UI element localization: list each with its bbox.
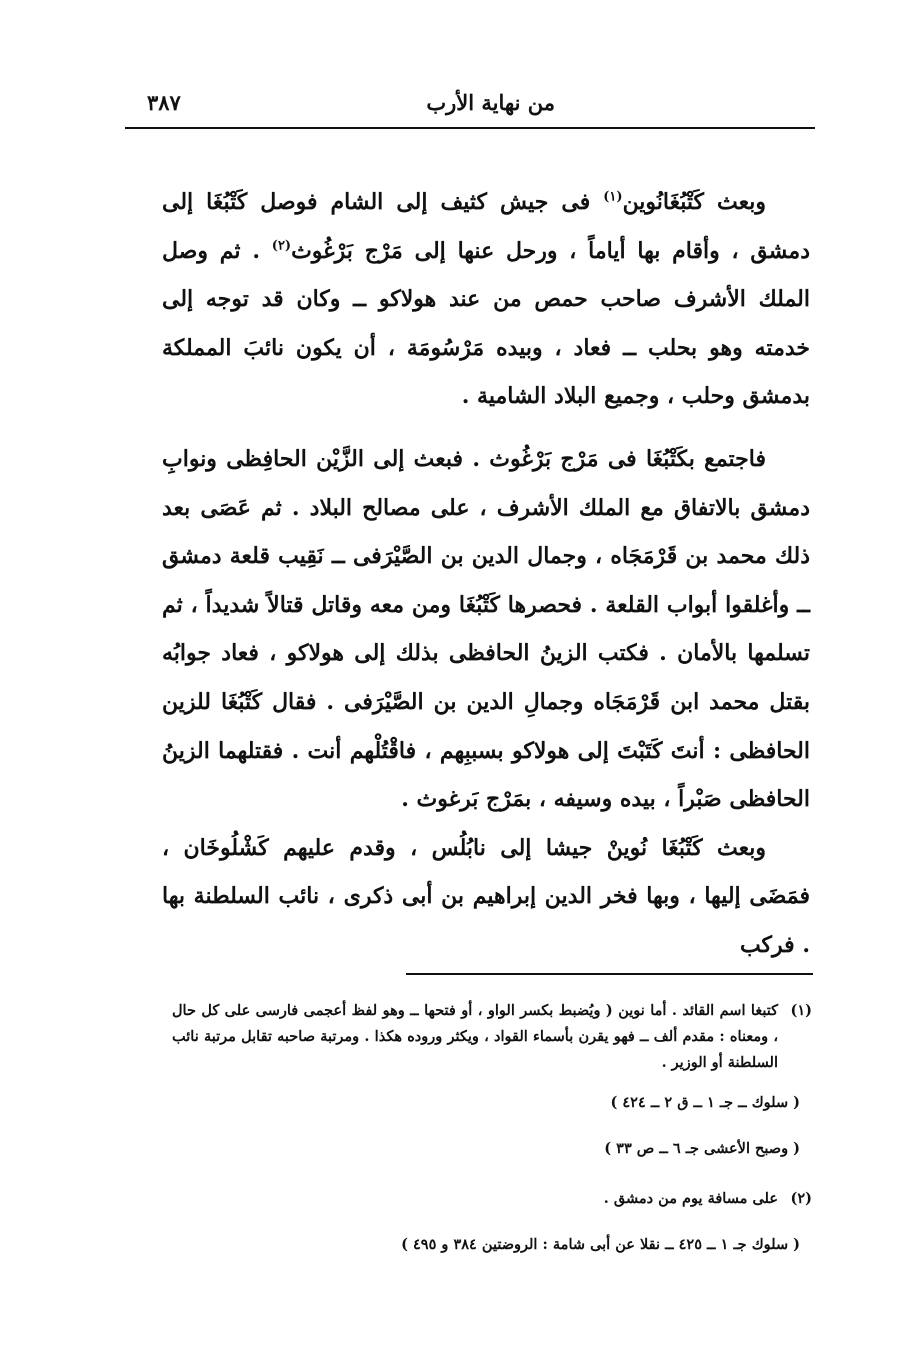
footnote-ref-1: (١) xyxy=(603,189,623,205)
header-rule xyxy=(125,127,815,129)
footnote-1 xyxy=(172,998,812,1076)
paragraph-1-rest: . ثم وصل الملك الأشرف صاحب حمص من عند هولاكو ــ وكان قد توجه إلى خدمته وهو بحلب ــ فعاد ، وبيده مَرْسُومَة ، أن يكون نائبَ المملكة بدمشق وحلب ، وجميع البلاد الشامية . xyxy=(162,237,810,410)
paragraph-1 xyxy=(162,178,810,421)
running-header xyxy=(125,82,813,122)
paragraph-1-lead: وبعث كَتْبُغَانُوين xyxy=(622,189,766,215)
footnotes xyxy=(172,998,812,1258)
main-text xyxy=(162,178,810,970)
footnote-1-source-2: ( وصبح الأعشى جـ ٦ ــ ص ٣٣ ) xyxy=(604,1140,800,1157)
paragraph-1-middle: فى جيش كثيف إلى الشام فوصل كَتْبُغَا إلى دمشق ، وأقام بها أياماً ، ورحل عنها إلى مَرْج بَرْغُوث xyxy=(162,189,810,264)
footnote-2-text: على مسافة يوم من دمشق . xyxy=(603,1190,778,1207)
paragraph-2: فاجتمع بكَتْبُغَا فى مَرْج بَرْغُوث . فبعث إلى الزَّيْن الحافِظى ونوابِ دمشق بالاتفاق مع الملك الأشرف ، على مصالح البلاد . ثم عَصَى بعد ذلك محمد بن قَرْمَجَاه ، وجمال الدين بن الصَّيْرَفى ــ نَقِيب قلعة دمشق ــ وأغلقوا أبواب القلعة . فحصرها كَتْبُغَا ومن معه وقاتل قتالاً شديداً ، ثم تسلمها بالأمان . فكتب الزينُ الحافظى بذلك إلى هولاكو ، فعاد جوابُه بقتل محمد ابن قَرْمَجَاه وجمالِ الدين بن الصَّيْرَفى . فقال كَتْبُغَا للزين الحافظى : أنتَ كَتَبْتَ إلى هولاكو بسببِهم ، فاقْتُلْهم أنت . فقتلهما الزينُ الحافظى صَبْراً ، بيده وسيفه ، بمَرْج بَرغوث . xyxy=(162,445,810,813)
paragraph-3: وبعث كَتْبُغَا نُوينْ جيشا إلى نابُلُس ، وقدم عليهم كَشْلُوخَان ، فمَضَى إليها ، وبها فخر الدين إبراهيم بن أبى ذكرى ، نائب السلطنة بها . فركب xyxy=(162,834,810,958)
footnote-1-text: كتبغا اسم القائد . أما نوين ( ويُضبط بكسر الواو ، أو فتحها ــ وهو لفظ أعجمى فارسى على كل حال ، ومعناه : مقدم ألف ــ فهو يقرن بأسماء القواد ، ويكثر وروده هكذا . ومرتبة صاحبه تقابل مرتبة نائب السلطنة أو الوزير . xyxy=(172,1002,778,1071)
footnote-2-number: (٢) xyxy=(790,1190,812,1207)
page-number: ٣٨٧ xyxy=(147,90,181,115)
footnote-1-source-1: ( سلوك ــ جـ ١ ــ ق ٢ ــ ٤٢٤ ) xyxy=(610,1094,800,1111)
footnote-2-source: ( سلوك جـ ١ ــ ٤٢٥ ــ نقلا عن أبى شامة : الروضتين ٣٨٤ و ٤٩٥ ) xyxy=(401,1236,800,1253)
footnote-2 xyxy=(172,1186,812,1212)
running-title: من نهاية الأرب xyxy=(426,90,555,115)
footnote-1-number: (١) xyxy=(790,1002,812,1019)
footnote-ref-2: (٢) xyxy=(271,238,292,254)
footnote-rule xyxy=(406,973,813,975)
